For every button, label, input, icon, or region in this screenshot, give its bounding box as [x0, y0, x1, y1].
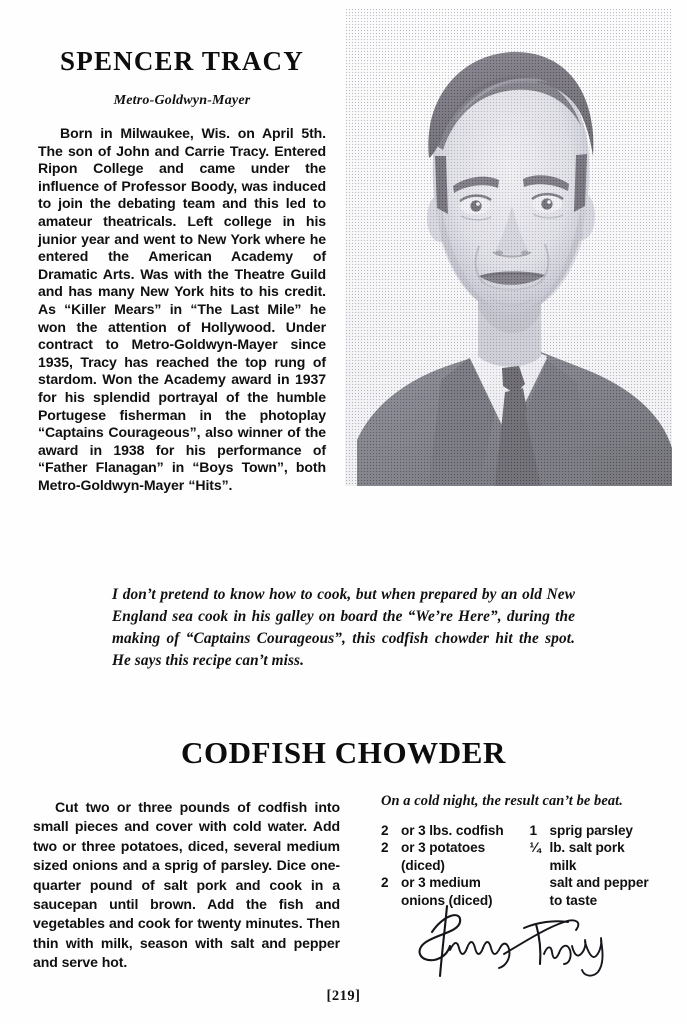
- recipe-ingredients-column: [381, 793, 673, 909]
- biography-block: [38, 46, 326, 494]
- portrait-halftone-graphic: [345, 8, 672, 486]
- ingredient-name: lb. salt pork: [549, 840, 625, 856]
- recipe-method-text: Cut two or three pounds of codfish into small pieces and cover with cold water. Add two or three potatoes, diced, several medium sized onions and a sprig of parsley. Dice one-quarter pound of salt pork and cook in a saucepan until brown. Add the fish and vegetables and cook for twenty minutes. Then thin with milk, season with salt and pepper and serve hot.: [33, 799, 340, 971]
- ingredient-name: salt and pepper: [549, 875, 649, 891]
- ingredient-item: [530, 839, 649, 856]
- ingredient-qty: [530, 874, 550, 891]
- ingredient-qty: 2: [381, 840, 389, 856]
- ingredient-name-continued: onions (diced): [401, 892, 493, 908]
- signature-ink-graphic: [404, 898, 634, 980]
- ingredient-name: or 3 medium: [401, 875, 481, 891]
- ingredient-item: [381, 839, 504, 856]
- ingredient-qty: [530, 857, 550, 874]
- ingredient-qty: 2: [381, 823, 389, 838]
- ingredients-list-left: [381, 822, 504, 909]
- ingredients-lead-in: On a cold night, the result can’t be beat.: [381, 793, 623, 809]
- ingredient-name: or 3 lbs. codfish: [401, 823, 504, 838]
- ingredient-qty: 1: [529, 823, 538, 838]
- ingredient-qty: ¼: [529, 840, 541, 856]
- ingredient-item: [530, 874, 649, 891]
- page-number: [219]: [326, 988, 361, 1004]
- ingredient-item: [381, 822, 504, 839]
- ingredient-item: [530, 822, 649, 839]
- star-name-heading: SPENCER TRACY: [60, 46, 304, 76]
- ingredient-name: milk: [549, 857, 577, 873]
- ingredient-name: or 3 potatoes: [401, 840, 486, 856]
- quotation-text: I don’t pretend to know how to cook, but when prepared by an old New England sea cook in his galley on board the “We’re Here”, during the making of “Captains Courageous”, this codfish chowder hit the spot. He says this recipe can’t miss.: [112, 586, 575, 669]
- ingredient-qty: 2: [381, 875, 389, 891]
- ingredient-item: [381, 874, 504, 891]
- studio-name: Metro-Goldwyn-Mayer: [113, 93, 251, 108]
- ingredient-item: [530, 857, 649, 874]
- star-signature: [404, 898, 634, 980]
- biography-text: Born in Milwaukee, Wis. on April 5th. The son of John and Carrie Tracy. Entered Ripon College and came under the influence of Professor Boody, was induced to join the debating team and this led to amateur theatricals. Left college in his junior year and went to New York where he entered the American Academy of Dramatic Arts. Was with the Theatre Guild and has many New York hits to his credit. As “Killer Mears” in “The Last Mile” he won the attention of Hollywood. Under contract to Metro-Goldwyn-Mayer since 1935, Tracy has reached the top rung of stardom. Won the Academy award in 1937 for his splendid portrayal of the humble Portugese fisherman in the photoplay “Captains Courageous”, also winner of the award in 1938 for his performance of “Father Flanagan” in “Boys Town”, both Metro-Goldwyn-Mayer “Hits”.: [38, 125, 326, 493]
- ingredients-list-right: [530, 822, 649, 909]
- star-quotation: [112, 584, 575, 672]
- ingredient-name-continued: to taste: [549, 892, 598, 908]
- recipe-title: CODFISH CHOWDER: [180, 735, 507, 770]
- ingredient-name-continued: (diced): [401, 857, 445, 873]
- recipe-method-column: [33, 798, 340, 973]
- ingredient-name: sprig parsley: [549, 823, 633, 838]
- ingredients-columns: [381, 822, 673, 909]
- star-portrait-photo: [345, 8, 672, 486]
